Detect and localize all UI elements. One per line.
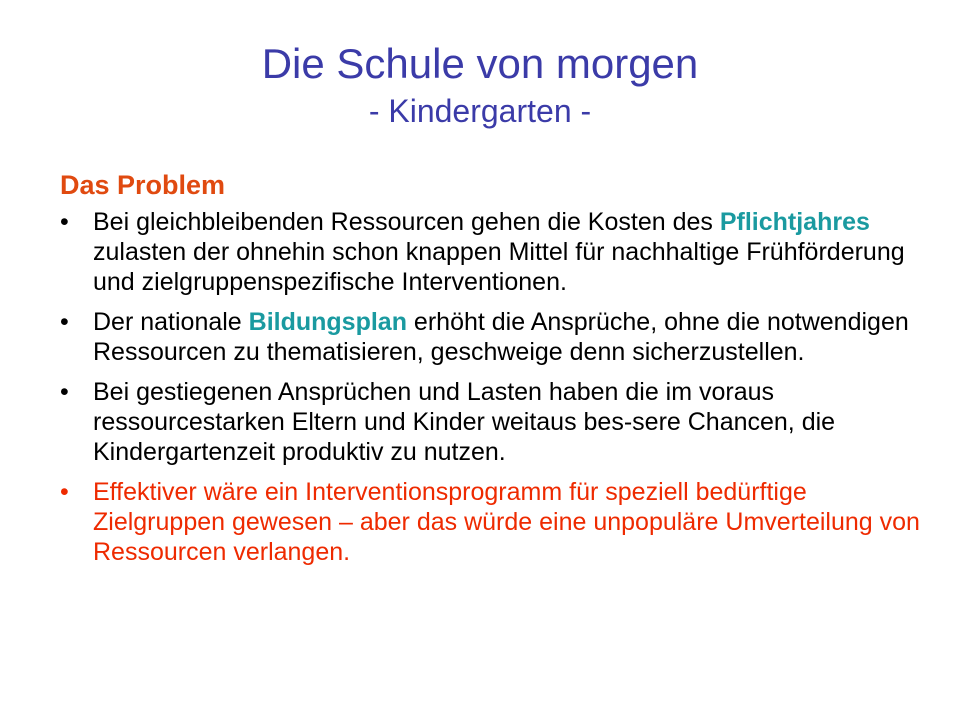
highlight-term: Bildungsplan: [248, 308, 407, 336]
title-block: [0, 38, 960, 130]
bullet-list: [60, 207, 920, 567]
bullet-text: Der nationale: [93, 308, 249, 336]
bullet-text: Bei gleichbleibenden Ressourcen gehen die Kosten des: [93, 208, 720, 236]
bullet-marker: •: [60, 378, 69, 406]
bullet-item-accent: [60, 477, 920, 567]
section-heading: Das Problem: [60, 170, 226, 200]
content-area: [60, 168, 920, 577]
bullet-item: [60, 377, 920, 467]
bullet-text: Bei gestiegenen Ansprüchen und Lasten haben die im voraus ressourcestarken Eltern und Kinder weitaus bes-sere Chancen, die Kindergartenzeit produktiv zu nutzen.: [93, 378, 836, 466]
bullet-text: erhöht die Ansprüche, ohne die notwendigen Ressourcen zu thematisieren, geschweige denn sicherzustellen.: [93, 308, 909, 366]
slide-title: Die Schule von morgen: [261, 40, 699, 87]
bullet-text: zulasten der ohnehin schon knappen Mittel für nachhaltige Frühförderung und zielgruppenspezifische Interventionen.: [93, 238, 905, 296]
bullet-marker: •: [60, 308, 69, 336]
bullet-marker: •: [60, 478, 69, 506]
bullet-item: [60, 207, 920, 297]
bullet-item: [60, 307, 920, 367]
slide-subtitle: - Kindergarten -: [368, 93, 592, 129]
bullet-marker: •: [60, 208, 69, 236]
bullet-text: Effektiver wäre ein Interventionsprogramm für speziell bedürftige Zielgruppen gewesen – aber das würde eine unpopuläre Umverteilung von Ressourcen verlangen.: [93, 478, 920, 566]
highlight-term: Pflichtjahres: [719, 208, 870, 236]
